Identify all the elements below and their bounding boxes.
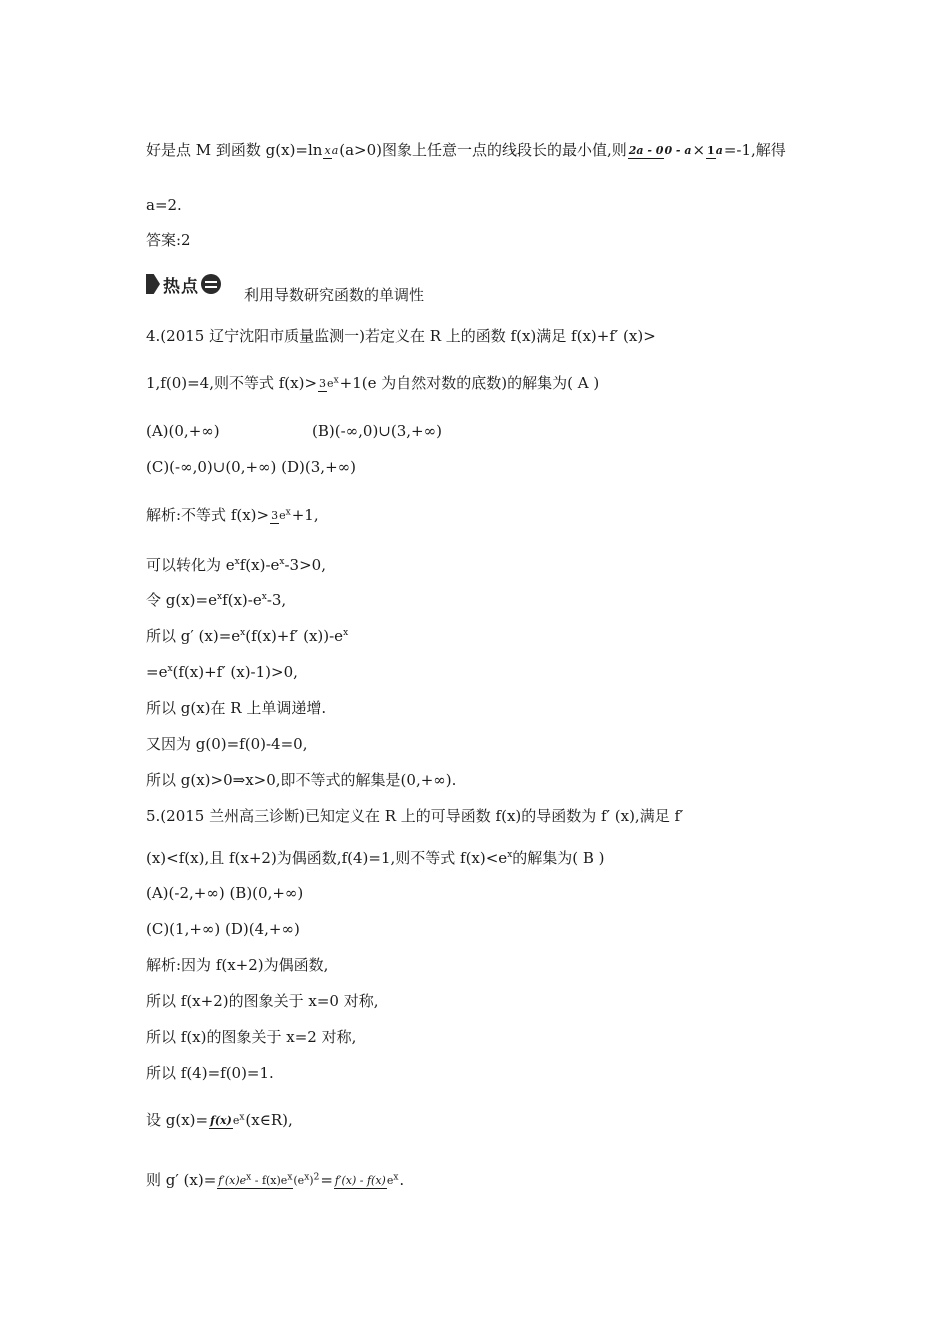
answer-line: 答案:2 [146, 231, 191, 249]
q5-solution-2: 所以 f(x+2)的图象关于 x=0 对称, [146, 992, 379, 1010]
fraction-slope: 2a - 00 - a [628, 144, 692, 157]
section-title: 利用导数研究函数的单调性 [244, 286, 425, 304]
fraction-simplified: $f'(x) - f(x)e^x$ [334, 1172, 399, 1187]
fraction-3-over-ex: $3e^x$ [319, 375, 339, 390]
badge-label: 热点 [163, 276, 199, 297]
line-1-text-b: (a>0)图象上任意一点的线段长的最小值,则 [339, 141, 627, 159]
q4-solution-4: 所以 g′ $(x)=e^x(f(x)+f'$ $(x))-e^x$ [146, 627, 349, 645]
q4-solution-3: 令 $g(x)=e^xf(x)-e^x-3$, [146, 591, 287, 609]
q5-solution-1: 解析:因为 f(x+2)为偶函数, [146, 956, 329, 974]
fraction-fx-over-ex: $f(x)e^x$ [210, 1112, 245, 1127]
line-1-text-a: 好是点 M 到函数 g(x)=ln [146, 141, 323, 159]
q5-line-2: (x)<f(x),且 f(x+2)为偶函数,f(4)=1,则不等式 $f(x)<e^x$的解集为( B ) [146, 849, 605, 867]
q4-options-cd: (C)(-∞,0)∪(0,+∞) (D)(3,+∞) [146, 458, 356, 476]
q5-solution-3: 所以 f(x)的图象关于 x=2 对称, [146, 1028, 357, 1046]
q4-option-b: (B)(-∞,0)∪(3,+∞) [312, 422, 442, 440]
q4-solution-2: 可以转化为 $e^xf(x)-e^x-3>0$, [146, 556, 326, 574]
fraction-quotient-rule: $f'(x)e^x - f(x)e^x(e^x)^2$ [218, 1172, 320, 1187]
text-line-2: a=2. [146, 196, 182, 214]
arrow-icon [146, 274, 160, 294]
q5-solution-5: 设 $g(x)= f(x)e^x(x\in R)$, [146, 1111, 293, 1129]
q5-options-ab: (A)(-2,+∞) (B)(0,+∞) [146, 884, 304, 902]
q4-solution-7: 又因为 g(0)=f(0)-4=0, [146, 735, 308, 753]
q4-solution-5: $=e^x(f(x)+f'$ (x)-1)>0, [146, 663, 298, 681]
q5-line-1: 5.(2015 兰州高三诊断)已知定义在 R 上的可导函数 f(x)的导函数为 f′ (x),满足 f′ [146, 807, 684, 825]
q4-solution-8: 所以 g(x)>0⇒x>0,即不等式的解集是(0,+∞). [146, 771, 457, 789]
fraction-x-over-a: xa [324, 144, 339, 157]
number-two-icon [201, 274, 221, 294]
q4-option-a: (A)(0,+∞) [146, 422, 220, 440]
times-symbol: × [692, 141, 706, 159]
q4-solution-1: 解析:不等式 $f(x)> 3e^x+1$, [146, 506, 319, 524]
q4-line-2: 1,f(0)=4,则不等式 $f(x)> 3e^x+1(e$ 为自然对数的底数)的解集为( A ) [146, 374, 600, 392]
fraction-3-over-ex-2: $3e^x$ [271, 507, 291, 522]
q4-line-1: 4.(2015 辽宁沈阳市质量监测一)若定义在 R 上的函数 f(x)满足 f(x)+f′ (x)> [146, 327, 656, 345]
text-line-1 [146, 140, 786, 160]
q5-solution-6: 则 g′ $(x)= f'(x)e^x - f(x)e^x(e^x)^2= f'(x) - f(x)e^x$. [146, 1171, 405, 1189]
fraction-one-over-a: 1a [707, 144, 723, 157]
q5-solution-4: 所以 f(4)=f(0)=1. [146, 1064, 274, 1082]
line-1-text-d: =-1,解得 [723, 141, 786, 159]
q4-solution-6: 所以 g(x)在 R 上单调递增. [146, 699, 327, 717]
section-badge [146, 273, 232, 295]
q5-options-cd: (C)(1,+∞) (D)(4,+∞) [146, 920, 300, 938]
